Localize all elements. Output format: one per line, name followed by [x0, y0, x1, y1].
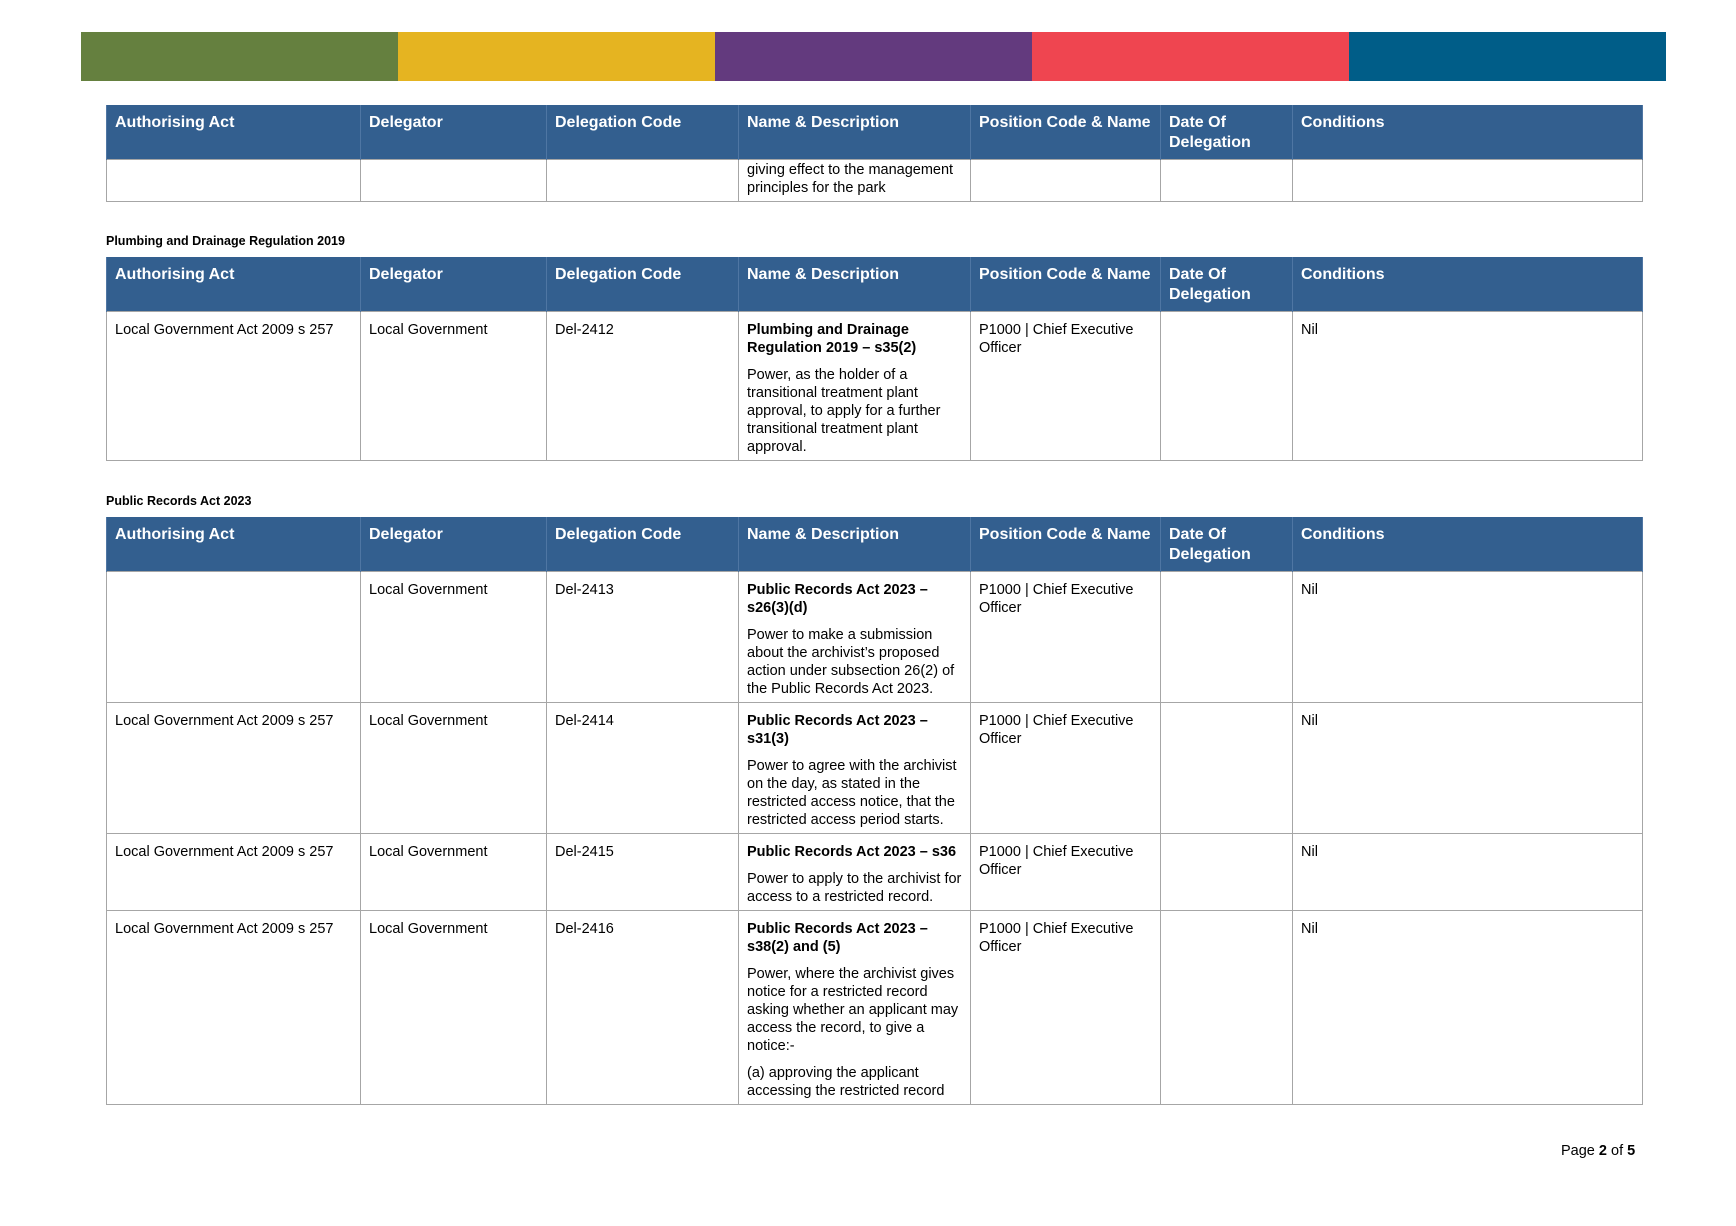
cell-conditions: Nil [1293, 910, 1643, 1104]
section-title-plumbing: Plumbing and Drainage Regulation 2019 [106, 234, 345, 248]
header-date-of-delegation: Date Of Delegation [1161, 105, 1293, 159]
delegation-description: Power to apply to the archivist for access to a restricted record. [747, 870, 962, 905]
header-delegator: Delegator [361, 105, 547, 159]
cell-position [971, 159, 1161, 201]
cell-authorising-act [107, 571, 361, 702]
cell-delegation-code: Del-2413 [547, 571, 739, 702]
cell-position: P1000 | Chief Executive Officer [971, 910, 1161, 1104]
delegation-description: Power to make a submission about the archivist’s proposed action under subsection 26(2) of the Public Records Act 2023. [747, 626, 955, 697]
cell-delegation-code [547, 159, 739, 201]
cell-date [1161, 311, 1293, 460]
cell-authorising-act: Local Government Act 2009 s 257 [107, 702, 361, 833]
cell-authorising-act: Local Government Act 2009 s 257 [107, 910, 361, 1104]
cell-position: P1000 | Chief Executive Officer [971, 571, 1161, 702]
cell-position: P1000 | Chief Executive Officer [971, 702, 1161, 833]
delegation-name: Public Records Act 2023 – s31(3) [747, 712, 928, 747]
header-date-of-delegation: Date Of Delegation [1161, 257, 1293, 311]
delegation-description: Power, as the holder of a transitional treatment plant approval, to apply for a further transitional treatment plant approval. [747, 366, 941, 455]
cell-conditions [1293, 159, 1643, 201]
cell-delegator: Local Government [361, 833, 547, 910]
header-name-description: Name & Description [739, 257, 971, 311]
delegation-name: Plumbing and Drainage Regulation 2019 – s35(2) [747, 321, 917, 356]
header-position-code-name: Position Code & Name [971, 257, 1161, 311]
header-conditions: Conditions [1293, 257, 1643, 311]
banner-segment [715, 32, 1032, 81]
header-conditions: Conditions [1293, 517, 1643, 571]
cell-date [1161, 833, 1293, 910]
header-authorising-act: Authorising Act [107, 105, 361, 159]
delegation-description: Power to agree with the archivist on the day, as stated in the restricted access notice, that the restricted access period starts. [747, 757, 957, 828]
table-row [107, 571, 1643, 702]
header-delegation-code: Delegation Code [547, 257, 739, 311]
table-row [107, 833, 1643, 910]
delegation-name: Public Records Act 2023 – s26(3)(d) [747, 581, 928, 616]
cell-delegator: Local Government [361, 311, 547, 460]
cell-delegator [361, 159, 547, 201]
public-records-delegation-table [106, 517, 1643, 1105]
cell-delegation-code: Del-2416 [547, 910, 739, 1104]
table-row [107, 910, 1643, 1104]
cell-date [1161, 159, 1293, 201]
header-position-code-name: Position Code & Name [971, 105, 1161, 159]
delegation-description: (a) approving the applicant accessing the restricted record [747, 1064, 945, 1099]
cell-name-description [739, 311, 971, 460]
current-page: 2 [1598, 1143, 1607, 1159]
of-label: of [1611, 1143, 1624, 1159]
cell-position: P1000 | Chief Executive Officer [971, 311, 1161, 460]
cell-delegator: Local Government [361, 571, 547, 702]
cell-date [1161, 571, 1293, 702]
header-conditions: Conditions [1293, 105, 1643, 159]
table-header-row [107, 257, 1643, 311]
cell-delegator: Local Government [361, 702, 547, 833]
cell-authorising-act: Local Government Act 2009 s 257 [107, 833, 361, 910]
header-position-code-name: Position Code & Name [971, 517, 1161, 571]
banner-segment [81, 32, 398, 81]
cell-name-description [739, 571, 971, 702]
cell-description: giving effect to the management principles for the park [739, 159, 971, 201]
cell-name-description [739, 910, 971, 1104]
header-delegator: Delegator [361, 517, 547, 571]
header-delegation-code: Delegation Code [547, 517, 739, 571]
delegation-name: Public Records Act 2023 – s38(2) and (5) [747, 920, 928, 955]
header-name-description: Name & Description [739, 105, 971, 159]
page-number [1561, 1143, 1635, 1159]
header-name-description: Name & Description [739, 517, 971, 571]
cell-delegation-code: Del-2414 [547, 702, 739, 833]
cell-position: P1000 | Chief Executive Officer [971, 833, 1161, 910]
banner-segment [398, 32, 715, 81]
cell-conditions: Nil [1293, 571, 1643, 702]
cell-name-description [739, 833, 971, 910]
cell-authorising-act: Local Government Act 2009 s 257 [107, 311, 361, 460]
cell-name-description [739, 702, 971, 833]
header-delegator: Delegator [361, 257, 547, 311]
page-label: Page [1561, 1143, 1595, 1159]
table-row [107, 159, 1643, 201]
table-row [107, 702, 1643, 833]
delegation-description: Power, where the archivist gives notice for a restricted record asking whether an applicant may access the record, to give a notice:- [747, 965, 959, 1054]
cell-authorising-act [107, 159, 361, 201]
banner-segment [1349, 32, 1666, 81]
cell-date [1161, 910, 1293, 1104]
cell-date [1161, 702, 1293, 833]
header-authorising-act: Authorising Act [107, 257, 361, 311]
header-delegation-code: Delegation Code [547, 105, 739, 159]
total-pages: 5 [1627, 1143, 1636, 1159]
banner-segment [1032, 32, 1349, 81]
table-row [107, 311, 1643, 460]
table-header-row [107, 105, 1643, 159]
header-color-banner [81, 32, 1666, 81]
cell-delegation-code: Del-2412 [547, 311, 739, 460]
cell-delegation-code: Del-2415 [547, 833, 739, 910]
continued-delegation-table [106, 105, 1643, 202]
delegation-name: Public Records Act 2023 – s36 [747, 843, 957, 860]
cell-delegator: Local Government [361, 910, 547, 1104]
header-authorising-act: Authorising Act [107, 517, 361, 571]
plumbing-delegation-table [106, 257, 1643, 461]
table-header-row [107, 517, 1643, 571]
cell-conditions: Nil [1293, 702, 1643, 833]
header-date-of-delegation: Date Of Delegation [1161, 517, 1293, 571]
cell-conditions: Nil [1293, 833, 1643, 910]
section-title-public-records: Public Records Act 2023 [106, 494, 252, 508]
cell-conditions: Nil [1293, 311, 1643, 460]
